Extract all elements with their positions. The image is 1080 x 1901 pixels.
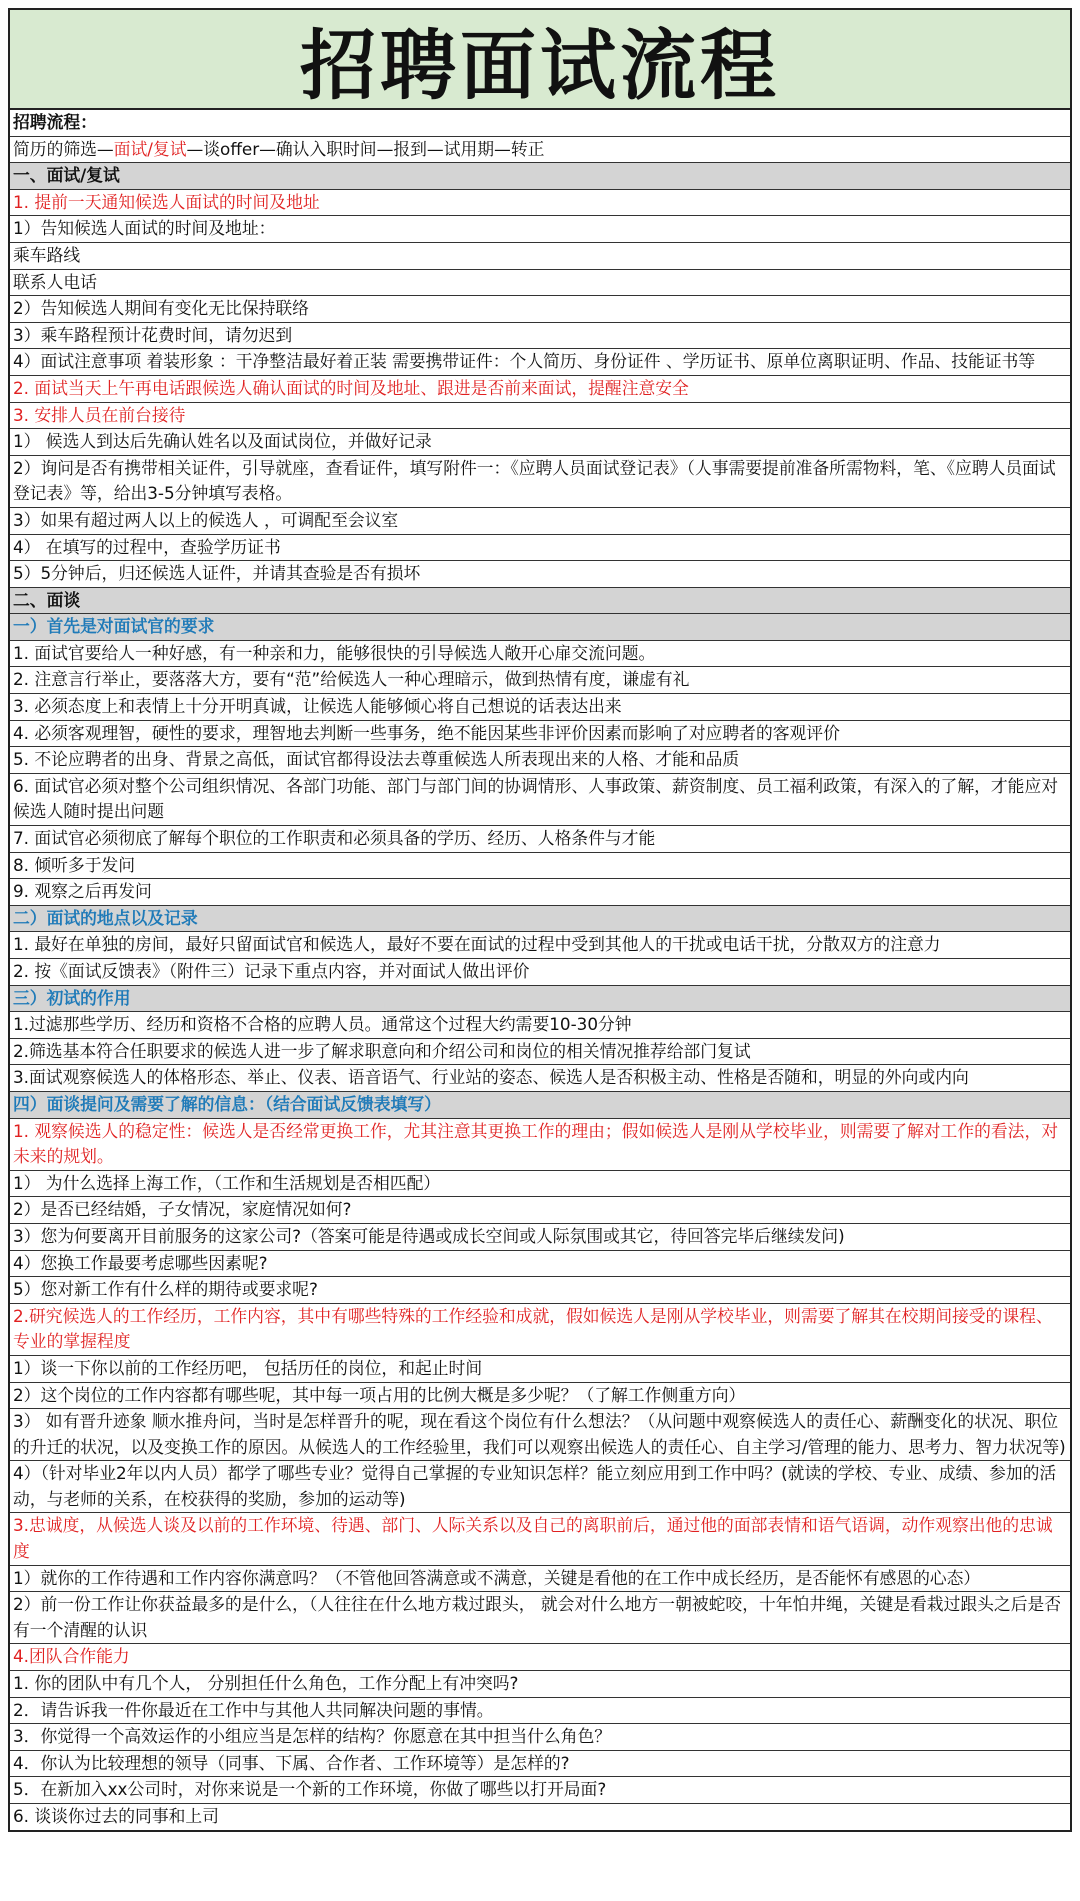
key-point-row: 2.研究候选人的工作经历，工作内容，其中有哪些特殊的工作经验和成就，假如候选人是刚从学校毕业，则需要了解其在校期间接受的课程、专业的掌握程度 — [10, 1304, 1070, 1356]
table-row: 9. 观察之后再发问 — [10, 879, 1070, 906]
table-row: 1. 最好在单独的房间，最好只留面试官和候选人，最好不要在面试的过程中受到其他人的干扰或电话干扰，分散双方的注意力 — [10, 932, 1070, 959]
table-row: 3）乘车路程预计花费时间，请勿迟到 — [10, 323, 1070, 350]
key-point-row: 4.团队合作能力 — [10, 1644, 1070, 1671]
table-row: 4） 在填写的过程中，查验学历证书 — [10, 535, 1070, 562]
table-row: 1. 面试官要给人一种好感，有一种亲和力，能够很快的引导候选人敞开心扉交流问题。 — [10, 641, 1070, 668]
table-row: 3） 如有晋升迹象 顺水推舟问，当时是怎样晋升的呢，现在看这个岗位有什么想法？（从问题中观察候选人的责任心、薪酬变化的状况、职位的升迁的状况，以及变换工作的原因。从候选人的工作经验里，我们可以观察出候选人的责任心、自主学习/管理的能力、思考力、智力状况等) — [10, 1409, 1070, 1461]
table-row: 4）（针对毕业2年以内人员）都学了哪些专业？觉得自己掌握的专业知识怎样？能立刻应用到工作中吗？(就读的学校、专业、成绩、参加的活动，与老师的关系，在校获得的奖励，参加的运动等) — [10, 1461, 1070, 1513]
key-point-row: 2. 面试当天上午再电话跟候选人确认面试的时间及地址、跟进是否前来面试，提醒注意安全 — [10, 376, 1070, 403]
table-row: 2）询问是否有携带相关证件，引导就座，查看证件，填写附件一：《应聘人员面试登记表》（人事需要提前准备所需物料，笔、《应聘人员面试登记表》等，给出3-5分钟填写表格。 — [10, 456, 1070, 508]
table-row: 3）如果有超过两人以上的候选人 ，可调配至会议室 — [10, 508, 1070, 535]
subsection-header: 三）初试的作用 — [10, 986, 1070, 1013]
table-row: 2）是否已经结婚，子女情况，家庭情况如何? — [10, 1197, 1070, 1224]
table-row: 2．请告诉我一件你最近在工作中与其他人共同解决问题的事情。 — [10, 1698, 1070, 1725]
subsection-header: 二）面试的地点以及记录 — [10, 906, 1070, 933]
table-row: 4. 必须客观理智，硬性的要求，理智地去判断一些事务，绝不能因某些非评价因素而影响了对应聘者的客观评价 — [10, 721, 1070, 748]
table-row: 乘车路线 — [10, 243, 1070, 270]
table-row: 3.面试观察候选人的体格形态、举止、仪表、语音语气、行业站的姿态、候选人是否积极主动、性格是否随和，明显的外向或内向 — [10, 1065, 1070, 1092]
table-row: 4）面试注意事项 着装形象 ：干净整洁最好着正装 需要携带证件：个人简历、身份证件 、学历证书、原单位离职证明、作品、技能证书等 — [10, 349, 1070, 376]
page-title: 招聘面试流程 — [10, 10, 1070, 110]
section-header: 一、面试/复试 — [10, 163, 1070, 190]
table-row: 2. 注意言行举止，要落落大方，要有“范”给候选人一种心理暗示，做到热情有度，谦虚有礼 — [10, 667, 1070, 694]
table-row: 6. 谈谈你过去的同事和上司 — [13, 1806, 219, 1826]
table-row: 2）这个岗位的工作内容都有哪些呢，其中每一项占用的比例大概是多少呢？（了解工作侧重方向） — [10, 1383, 1070, 1410]
table-row: 6. 面试官必须对整个公司组织情况、各部门功能、部门与部门间的协调情形、人事政策、薪资制度、员工福利政策，有深入的了解，才能应对候选人随时提出问题 — [10, 774, 1070, 826]
table-row: 3. 必须态度上和表情上十分开明真诚，让候选人能够倾心将自己想说的话表达出来 — [10, 694, 1070, 721]
table-row: 3）您为何要离开目前服务的这家公司?（答案可能是待遇或成长空间或人际氛围或其它，待回答完毕后继续发问) — [10, 1224, 1070, 1251]
table-row: 1）谈一下你以前的工作经历吧， 包括历任的岗位，和起止时间 — [10, 1356, 1070, 1383]
section-header: 二、面谈 — [10, 588, 1070, 615]
table-row: 联系人电话 — [10, 270, 1070, 297]
table-row: 5）您对新工作有什么样的期待或要求呢? — [10, 1277, 1070, 1304]
table-row: 3．你觉得一个高效运作的小组应当是怎样的结构？你愿意在其中担当什么角色？ — [10, 1724, 1070, 1751]
table-row: 5．在新加入xx公司时，对你来说是一个新的工作环境，你做了哪些以打开局面? — [10, 1777, 1070, 1804]
table-row: 1.过滤那些学历、经历和资格不合格的应聘人员。通常这个过程大约需要10-30分钟 — [10, 1012, 1070, 1039]
document-table — [8, 8, 1072, 1832]
key-point-row: 3. 安排人员在前台接待 — [10, 403, 1070, 430]
table-row: 4．你认为比较理想的领导（同事、下属、合作者、工作环境等）是怎样的? — [10, 1751, 1070, 1778]
subsection-header: 一）首先是对面试官的要求 — [10, 614, 1070, 641]
table-row: 5）5分钟后，归还候选人证件，并请其查验是否有损坏 — [10, 561, 1070, 588]
key-point-row: 1. 提前一天通知候选人面试的时间及地址 — [10, 190, 1070, 217]
table-row: 2）前一份工作让你获益最多的是什么，（人往往在什么地方栽过跟头， 就会对什么地方一朝被蛇咬，十年怕井绳，关键是看栽过跟头之后是否有一个清醒的认识 — [10, 1592, 1070, 1644]
table-row: 1. 你的团队中有几个人， 分别担任什么角色，工作分配上有冲突吗? — [10, 1671, 1070, 1698]
table-row: 1）就你的工作待遇和工作内容你满意吗？（不管他回答满意或不满意，关键是看他的在工作中成长经历，是否能怀有感恩的心态） — [10, 1566, 1070, 1593]
table-row: 1）告知候选人面试的时间及地址： — [10, 216, 1070, 243]
key-point-row: 3.忠诚度，从候选人谈及以前的工作环境、待遇、部门、人际关系以及自己的离职前后，通过他的面部表情和语气语调，动作观察出他的忠诚度 — [10, 1513, 1070, 1565]
table-row: 2. 按《面试反馈表》（附件三）记录下重点内容，并对面试人做出评价 — [10, 959, 1070, 986]
table-body — [10, 110, 1070, 1830]
key-point-row: 1. 观察候选人的稳定性：候选人是否经常更换工作，尤其注意其更换工作的理由；假如候选人是刚从学校毕业，则需要了解对工作的看法，对未来的规划。 — [10, 1119, 1070, 1171]
table-row: 1） 候选人到达后先确认姓名以及面试岗位，并做好记录 — [10, 429, 1070, 456]
table-row: 2）告知候选人期间有变化无比保持联络 — [10, 296, 1070, 323]
flow-highlight: 面试/复试 — [113, 138, 187, 159]
flow-prefix: 简历的筛选— — [13, 138, 114, 159]
table-row: 4）您换工作最要考虑哪些因素呢? — [10, 1251, 1070, 1278]
table-row: 1） 为什么选择上海工作，（工作和生活规划是否相匹配） — [10, 1171, 1070, 1198]
subsection-header: 四）面谈提问及需要了解的信息：（结合面试反馈表填写） — [10, 1092, 1070, 1119]
row-label: 招聘流程： — [10, 110, 1070, 137]
table-row: 5. 不论应聘者的出身、背景之高低，面试官都得设法去尊重候选人所表现出来的人格、才能和品质 — [10, 747, 1070, 774]
table-row: 7. 面试官必须彻底了解每个职位的工作职责和必须具备的学历、经历、人格条件与才能 — [10, 826, 1070, 853]
flow-suffix: —谈offer—确认入职时间—报到—试用期—转正 — [186, 138, 545, 159]
table-row: 2.筛选基本符合任职要求的候选人进一步了解求职意向和介绍公司和岗位的相关情况推荐给部门复试 — [10, 1039, 1070, 1066]
process-flow-row — [10, 137, 1070, 164]
table-row: 8. 倾听多于发问 — [10, 853, 1070, 880]
